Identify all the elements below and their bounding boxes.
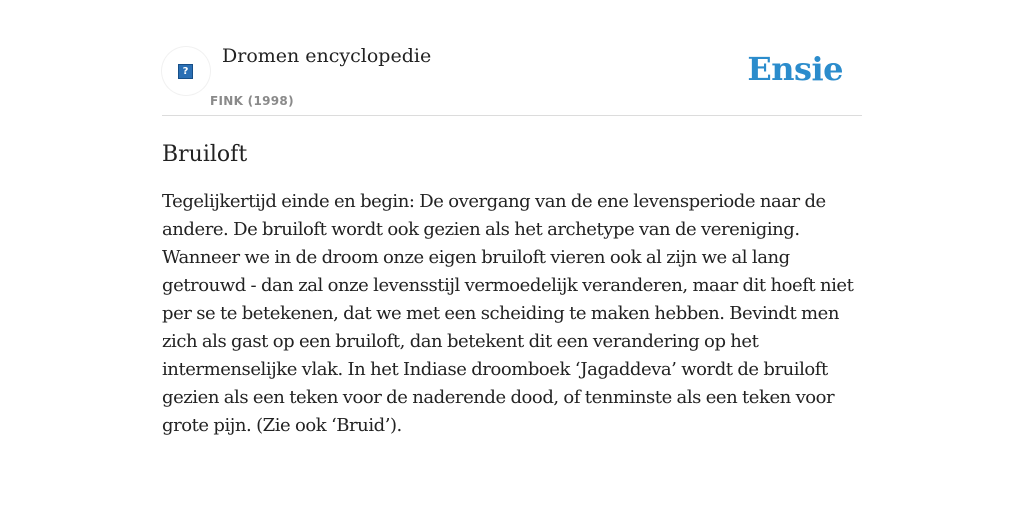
source-meta: FINK (1998) bbox=[210, 94, 294, 108]
entry-headword: Bruiloft bbox=[162, 142, 248, 167]
question-icon: ? bbox=[178, 64, 193, 79]
entry-card bbox=[162, 0, 862, 440]
source-header bbox=[162, 0, 862, 116]
entry-definition: Tegelijkertijd einde en begin: De overgang van de ene levensperiode naar de andere. De bruiloft wordt ook gezien als het archetype van de vereniging. Wanneer we in de droom onze eigen bruiloft vieren ook al zijn we al lang getrouwd - dan zal onze levensstijl vermoedelijk veranderen, maar dit hoeft niet per se te betekenen, dat we met een scheiding te maken hebben. Bevindt men zich als gast op een bruiloft, dan betekent dit een verandering op het intermenselijke vlak. In het Indiase droomboek ‘Jagaddeva’ wordt de bruiloft gezien als een teken voor de naderende dood, of tenminste als een teken voor grote pijn. (Zie ook ‘Bruid’). bbox=[162, 191, 854, 436]
source-badge[interactable] bbox=[162, 47, 210, 95]
ensie-logo[interactable]: Ensie bbox=[747, 50, 843, 88]
source-title[interactable]: Dromen encyclopedie bbox=[222, 45, 432, 67]
